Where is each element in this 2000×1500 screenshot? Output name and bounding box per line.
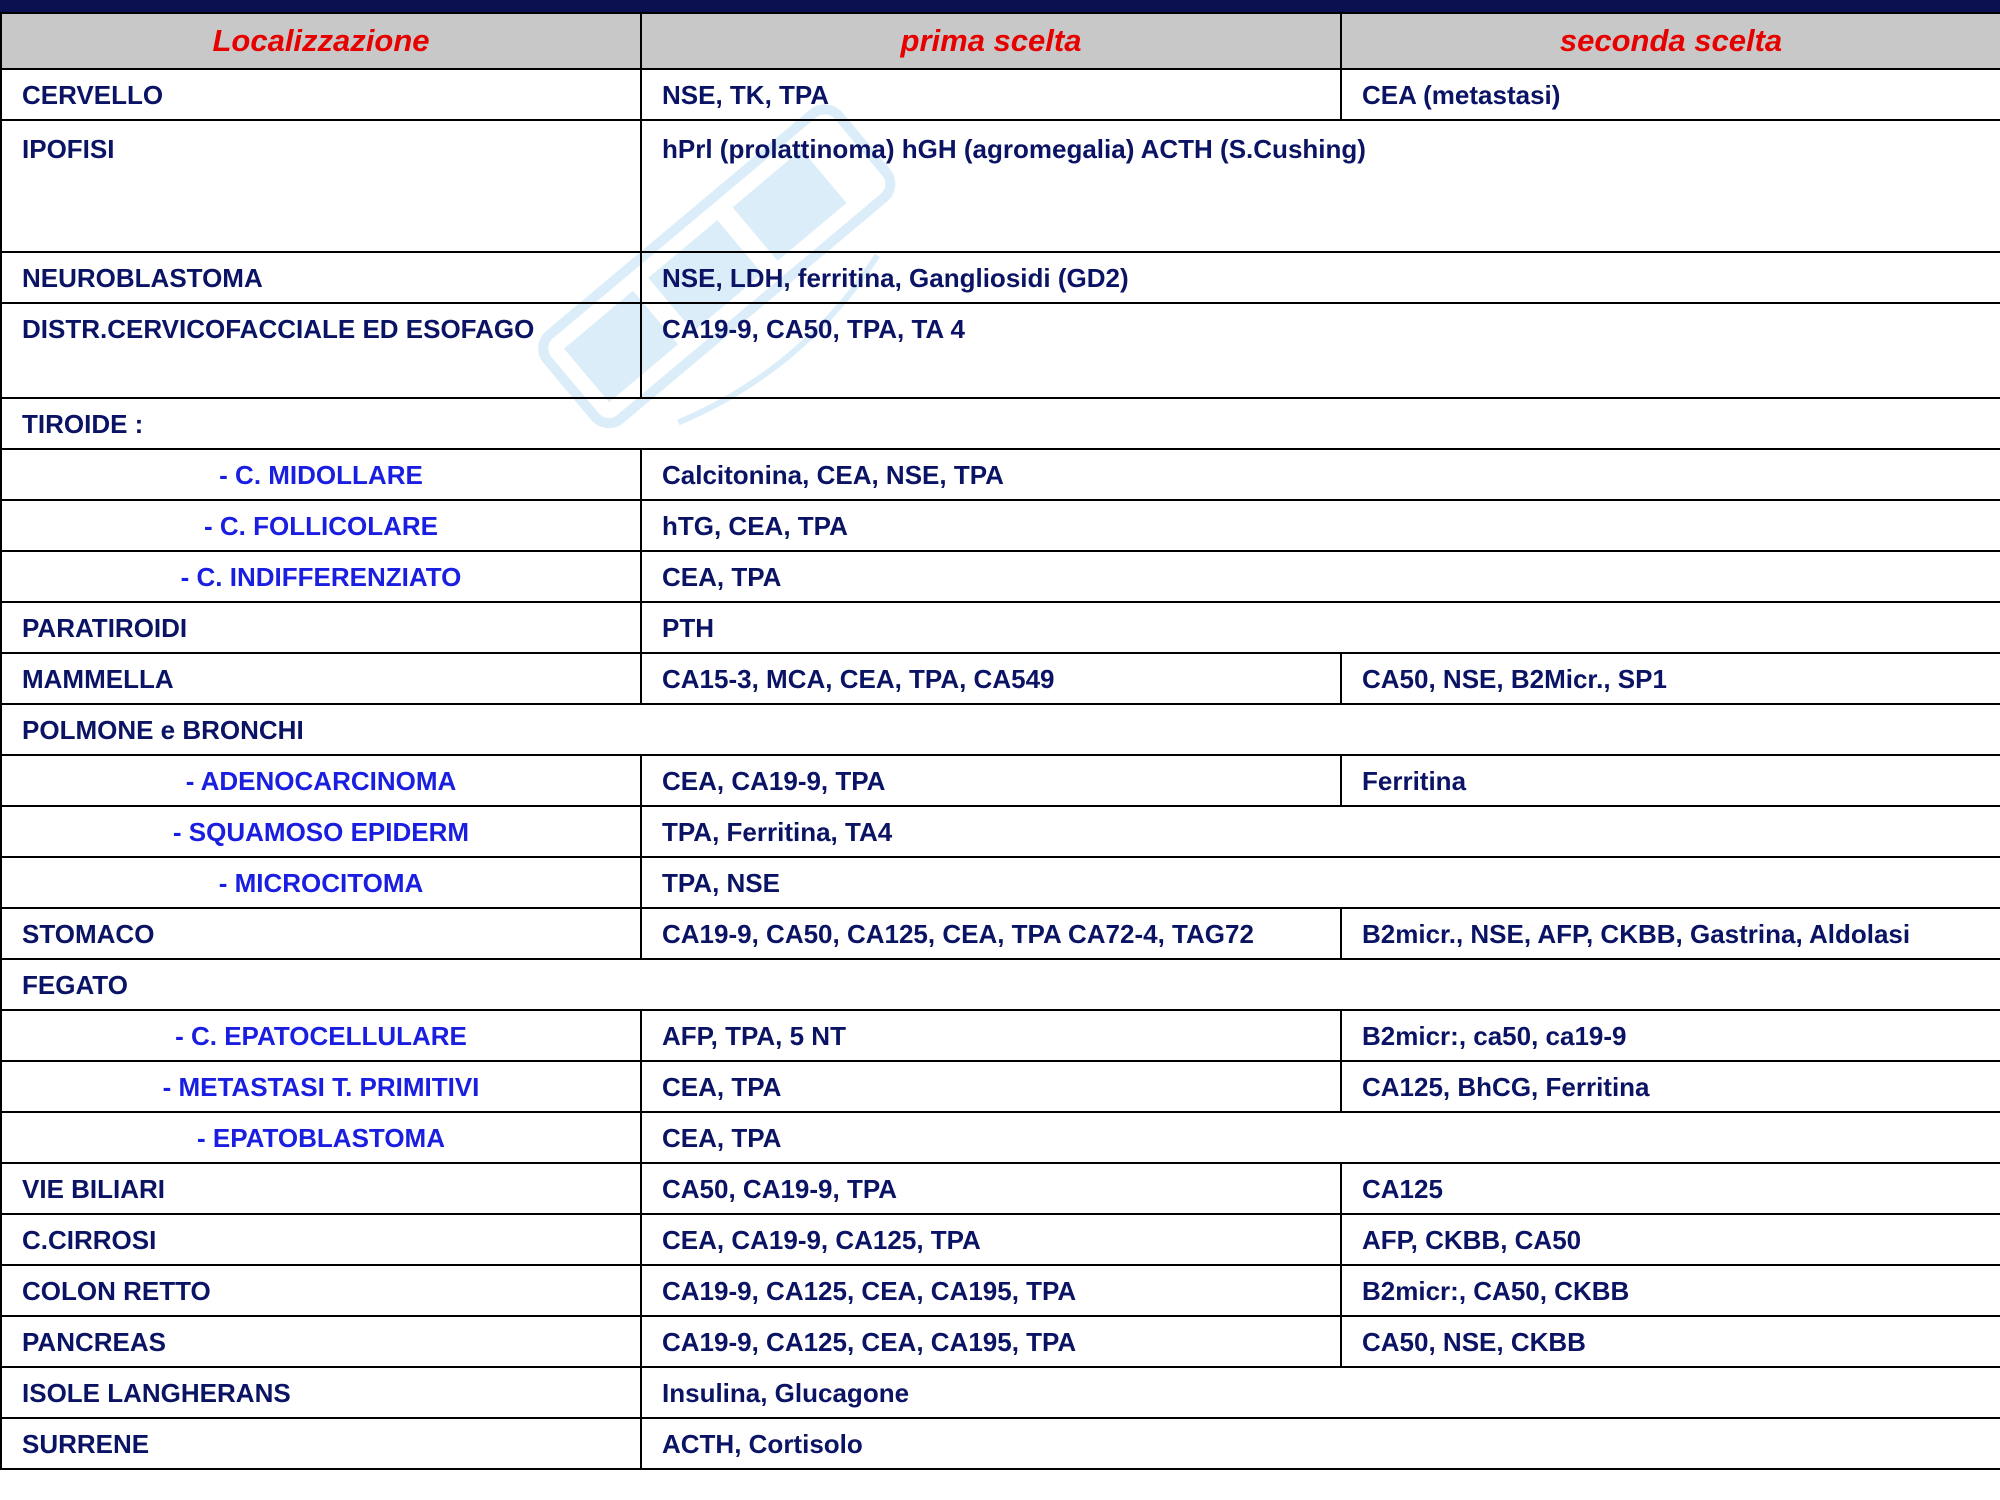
loc-cell: - METASTASI T. PRIMITIVI	[1, 1061, 641, 1112]
loc-cell: PANCREAS	[1, 1316, 641, 1367]
table-row	[1, 398, 2000, 449]
table-row	[1, 959, 2000, 1010]
prima-cell: ACTH, Cortisolo	[641, 1418, 2000, 1469]
prima-cell: CA15-3, MCA, CEA, TPA, CA549	[641, 653, 1341, 704]
loc-cell: SURRENE	[1, 1418, 641, 1469]
header-row	[1, 13, 2000, 69]
table-row	[1, 602, 2000, 653]
prima-cell: PTH	[641, 602, 2000, 653]
loc-cell: FEGATO	[1, 959, 2000, 1010]
seconda-cell: CA125, BhCG, Ferritina	[1341, 1061, 2000, 1112]
header-seconda-scelta: seconda scelta	[1341, 13, 2000, 69]
prima-cell: AFP, TPA, 5 NT	[641, 1010, 1341, 1061]
loc-cell: TIROIDE :	[1, 398, 2000, 449]
loc-cell: DISTR.CERVICOFACCIALE ED ESOFAGO	[1, 303, 641, 398]
prima-cell: CA19-9, CA50, TPA, TA 4	[641, 303, 2000, 398]
prima-cell: NSE, LDH, ferritina, Gangliosidi (GD2)	[641, 252, 2000, 303]
loc-cell: STOMACO	[1, 908, 641, 959]
table-row	[1, 1265, 2000, 1316]
table-row	[1, 806, 2000, 857]
seconda-cell: AFP, CKBB, CA50	[1341, 1214, 2000, 1265]
tumor-markers-table	[0, 12, 2000, 1470]
loc-cell: - MICROCITOMA	[1, 857, 641, 908]
prima-cell: CEA, TPA	[641, 1061, 1341, 1112]
table-row	[1, 303, 2000, 398]
prima-cell: CEA, CA19-9, TPA	[641, 755, 1341, 806]
prima-cell: CEA, CA19-9, CA125, TPA	[641, 1214, 1341, 1265]
seconda-cell: Ferritina	[1341, 755, 2000, 806]
table-row	[1, 1163, 2000, 1214]
table-row	[1, 908, 2000, 959]
table-row	[1, 252, 2000, 303]
seconda-cell: B2micr:, ca50, ca19-9	[1341, 1010, 2000, 1061]
loc-cell: - C. FOLLICOLARE	[1, 500, 641, 551]
prima-cell: Calcitonina, CEA, NSE, TPA	[641, 449, 2000, 500]
prima-cell: CA50, CA19-9, TPA	[641, 1163, 1341, 1214]
table-row	[1, 449, 2000, 500]
header-localizzazione: Localizzazione	[1, 13, 641, 69]
table-row	[1, 1214, 2000, 1265]
table-row	[1, 1061, 2000, 1112]
loc-cell: IPOFISI	[1, 120, 641, 252]
table-row	[1, 704, 2000, 755]
loc-cell: - ADENOCARCINOMA	[1, 755, 641, 806]
prima-cell: TPA, NSE	[641, 857, 2000, 908]
loc-cell: NEUROBLASTOMA	[1, 252, 641, 303]
loc-cell: ISOLE LANGHERANS	[1, 1367, 641, 1418]
seconda-cell: B2micr., NSE, AFP, CKBB, Gastrina, Aldolasi	[1341, 908, 2000, 959]
loc-cell: POLMONE e BRONCHI	[1, 704, 2000, 755]
seconda-cell: CEA (metastasi)	[1341, 69, 2000, 120]
loc-cell: VIE BILIARI	[1, 1163, 641, 1214]
prima-cell: CEA, TPA	[641, 1112, 2000, 1163]
table-row	[1, 120, 2000, 252]
loc-cell: MAMMELLA	[1, 653, 641, 704]
prima-cell: NSE, TK, TPA	[641, 69, 1341, 120]
table-row	[1, 551, 2000, 602]
table-row	[1, 653, 2000, 704]
table-row	[1, 755, 2000, 806]
seconda-cell: B2micr:, CA50, CKBB	[1341, 1265, 2000, 1316]
table-row	[1, 69, 2000, 120]
loc-cell: PARATIROIDI	[1, 602, 641, 653]
table-row	[1, 857, 2000, 908]
seconda-cell: CA50, NSE, B2Micr., SP1	[1341, 653, 2000, 704]
prima-cell: CA19-9, CA125, CEA, CA195, TPA	[641, 1265, 1341, 1316]
loc-cell: - C. MIDOLLARE	[1, 449, 641, 500]
loc-cell: - C. INDIFFERENZIATO	[1, 551, 641, 602]
prima-cell: TPA, Ferritina, TA4	[641, 806, 2000, 857]
loc-cell: C.CIRROSI	[1, 1214, 641, 1265]
loc-cell: - SQUAMOSO EPIDERM	[1, 806, 641, 857]
table-row	[1, 1316, 2000, 1367]
table-row	[1, 1112, 2000, 1163]
prima-cell: hPrl (prolattinoma) hGH (agromegalia) ACTH (S.Cushing)	[641, 120, 2000, 252]
seconda-cell: CA125	[1341, 1163, 2000, 1214]
loc-cell: - EPATOBLASTOMA	[1, 1112, 641, 1163]
header-prima-scelta: prima scelta	[641, 13, 1341, 69]
seconda-cell: CA50, NSE, CKBB	[1341, 1316, 2000, 1367]
table-row	[1, 1010, 2000, 1061]
table-row	[1, 1418, 2000, 1469]
prima-cell: Insulina, Glucagone	[641, 1367, 2000, 1418]
loc-cell: COLON RETTO	[1, 1265, 641, 1316]
prima-cell: CEA, TPA	[641, 551, 2000, 602]
prima-cell: CA19-9, CA50, CA125, CEA, TPA CA72-4, TAG72	[641, 908, 1341, 959]
loc-cell: CERVELLO	[1, 69, 641, 120]
prima-cell: CA19-9, CA125, CEA, CA195, TPA	[641, 1316, 1341, 1367]
table-row	[1, 500, 2000, 551]
table-row	[1, 1367, 2000, 1418]
prima-cell: hTG, CEA, TPA	[641, 500, 2000, 551]
loc-cell: - C. EPATOCELLULARE	[1, 1010, 641, 1061]
